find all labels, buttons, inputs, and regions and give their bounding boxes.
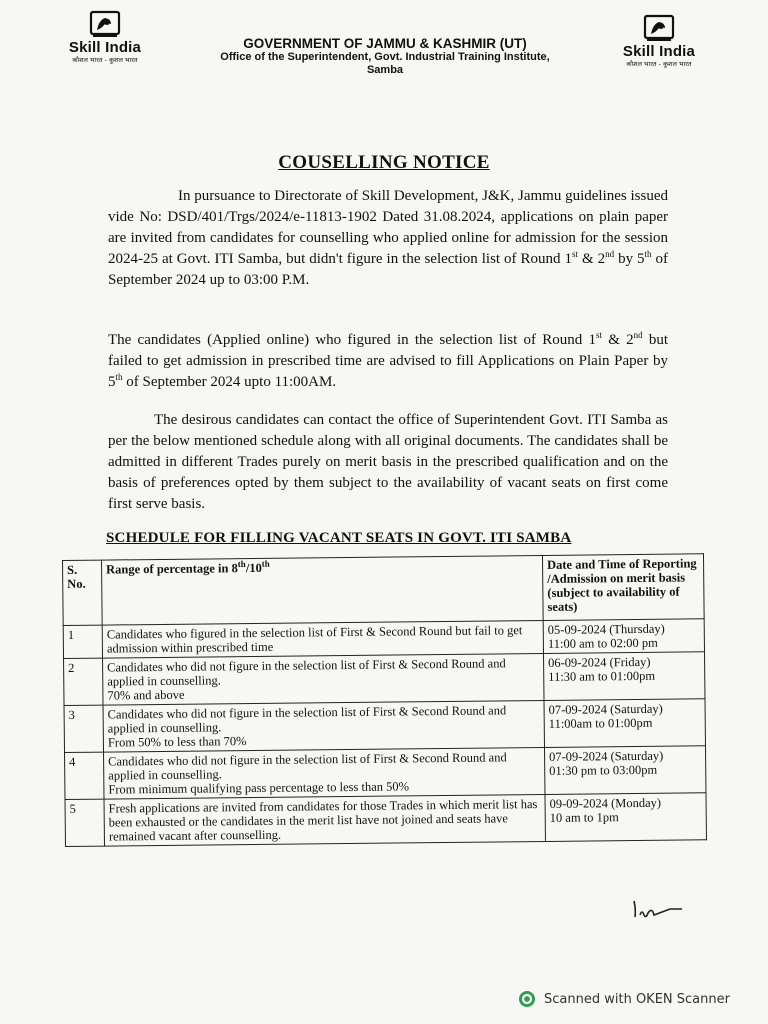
- scanner-footer: [518, 990, 730, 1008]
- table-row: [64, 652, 705, 706]
- cell-sno: 1: [63, 625, 102, 658]
- cell-date: 05-09-2024 (Thursday) 11:00 am to 02:00 pm: [543, 619, 704, 654]
- cell-sno: 4: [65, 752, 104, 799]
- skill-india-logo-left: [50, 10, 160, 64]
- paragraph-3: The desirous candidates can contact the office of Superintendent Govt. ITI Samba as per the below mentioned schedule along with all original documents. The candidates shall be admitted in different Trades purely on merit basis in the prescribed qualification and on the basis of preferences opted by them subject to the availability of vacant seats on first come first serve basis.: [108, 412, 668, 512]
- brand-tagline: कौशल भारत - कुशल भारत: [626, 60, 692, 68]
- brand-name: Skill India: [622, 43, 696, 60]
- table-row: [65, 746, 706, 800]
- cell-sno: 5: [65, 799, 104, 846]
- cell-date: 07-09-2024 (Saturday) 11:00am to 01:00pm: [544, 699, 705, 748]
- skill-india-emblem-icon: [87, 10, 123, 40]
- cell-range: Candidates who did not figure in the selection list of First & Second Round and applied in counselling. From 50% to less than 70%: [103, 700, 544, 752]
- schedule-title: SCHEDULE FOR FILLING VACANT SEATS IN GOVT. ITI SAMBA: [106, 530, 572, 546]
- cell-range: Candidates who figured in the selection list of First & Second Round but fail to get admission within prescribed time: [102, 620, 543, 658]
- paragraph-1: In pursuance to Directorate of Skill Development, J&K, Jammu guidelines issued vide No: DSD/401/Trgs/2024/e-11813-1902 Dated 31.08.2024, applications on plain paper are invited from candidates for counselling who applied online for admission for the session 2024-25 at Govt. ITI Samba, but didn't figure in the selection list of Round 1st & 2nd by 5th of September 2024 up to 03:00 P.M.: [108, 188, 669, 288]
- notice-title: COUSELLING NOTICE: [278, 152, 490, 173]
- brand-tagline: कौशल भारत - कुशल भारत: [72, 56, 138, 64]
- signature: [630, 895, 690, 923]
- cell-date: 06-09-2024 (Friday) 11:30 am to 01:00pm: [544, 652, 705, 701]
- office-heading: Office of the Superintendent, Govt. Industrial Training Institute,: [220, 51, 550, 63]
- header-date-time: Date and Time of Reporting /Admission on merit basis (subject to availability of seats): [542, 554, 704, 621]
- table-row: [64, 699, 705, 753]
- header-sno: S. No.: [63, 560, 103, 625]
- table-header-row: [63, 554, 705, 626]
- cell-sno: 3: [64, 705, 103, 752]
- cell-range: Candidates who did not figure in the selection list of First & Second Round and applied in counselling. 70% and above: [103, 653, 544, 705]
- government-heading: GOVERNMENT OF JAMMU & KASHMIR (UT): [243, 36, 527, 51]
- cell-range: Candidates who did not figure in the selection list of First & Second Round and applied in counselling. From minimum qualifying pass percentage to less than 50%: [104, 747, 545, 799]
- cell-date: 07-09-2024 (Saturday) 01:30 pm to 03:00pm: [544, 746, 705, 795]
- skill-india-logo-right: [604, 14, 714, 68]
- skill-india-emblem-icon: [641, 14, 677, 44]
- oken-scanner-logo-icon: [518, 990, 536, 1008]
- cell-range: Fresh applications are invited from candidates for those Trades in which merit list has been exhausted or the candidates in the merit list have not joined and seats have remained vacant after counselling.: [104, 794, 545, 846]
- table-row: [65, 793, 706, 847]
- header-range: Range of percentage in 8th/10th: [102, 555, 544, 625]
- schedule-table: [62, 553, 707, 847]
- office-location: Samba: [366, 64, 404, 76]
- brand-name: Skill India: [68, 39, 142, 56]
- cell-sno: 2: [64, 658, 103, 705]
- cell-date: 09-09-2024 (Monday) 10 am to 1pm: [545, 793, 706, 842]
- scanner-footer-text: Scanned with OKEN Scanner: [544, 991, 730, 1007]
- office-header: [175, 36, 595, 77]
- paragraph-2: The candidates (Applied online) who figured in the selection list of Round 1st & 2nd but failed to get admission in prescribed time are advised to fill Applications on Plain Paper by 5th of September 2024 upto 11:00AM.: [108, 330, 668, 390]
